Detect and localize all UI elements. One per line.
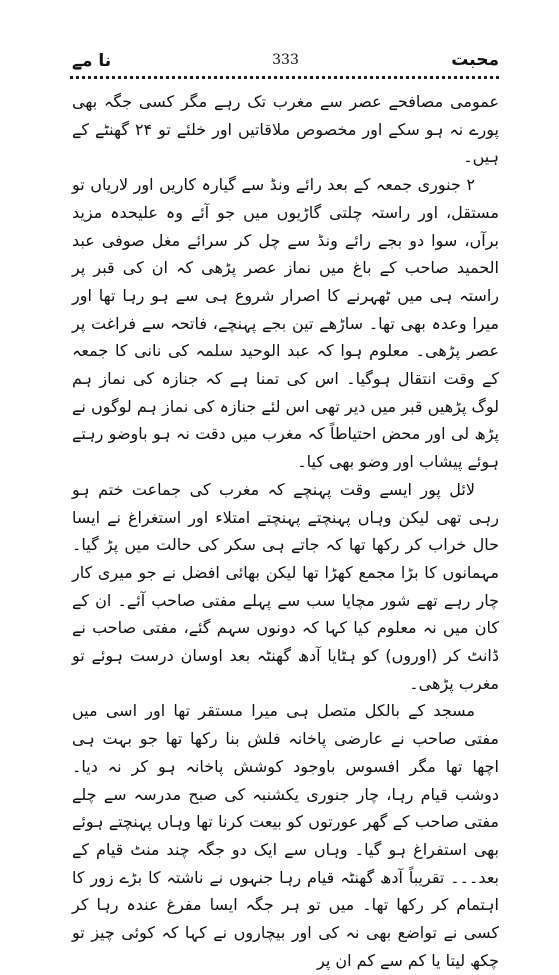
paragraph: ۲ جنوری جمعہ کے بعد رائے ونڈ سے گیارہ کاریں اور لاریاں تو مستقل، اور راستہ چلتی گاڑیوں میں جو آئے وہ علیحدہ مزید برآں، سوا دو بجے رائے ونڈ سے چل کر سرائے مغل صوفی عبد الحمید صاحب کے باغ میں نماز عصر پڑھی کہ ان کی قبر پر راستہ ہی میں ٹھہرنے کا اصرار شروع ہی سے ہو رہا تھا اور میرا وعدہ بھی تھا۔ ساڑھے تین بجے پہنچے، فاتحہ سے فراغت پر عصر پڑھی۔ معلوم ہوا کہ عبد الوحید سلمہ کی نانی کا جمعہ کے وقت انتقال ہوگیا۔ اس کی تمنا ہے کہ جنازہ کی نماز ہم لوگ پڑھیں قبر میں دیر تھی اس لئے جنازہ کی نماز ہم لوگوں نے پڑھ لی اور محض احتیاطاً کہ مغرب میں دقت نہ ہو باوضو رہتے ہوئے پیشاب اور وضو بھی کیا۔ — [72, 175, 499, 472]
page-header — [72, 50, 499, 74]
book-title: محبت — [451, 50, 499, 70]
header-divider — [70, 76, 499, 79]
section-title: نا مے — [72, 51, 112, 71]
body-text — [72, 88, 499, 975]
paragraph: عمومی مصافحے عصر سے مغرب تک رہے مگر کسی جگہ بھی پورے نہ ہو سکے اور مخصوص ملاقاتیں اور خلئے تو ۲۴ گھنٹے کے ہیں۔ — [72, 92, 500, 167]
paragraph: مسجد کے بالکل متصل ہی میرا مستقر تھا اور اسی میں مفتی صاحب نے عارضی پاخانہ فلش بنا رکھا تھا جو بہت ہی اچھا تھا مگر افسوس باوجود کوشش پاخانہ ہو کر نہ دیا۔ دوشب قیام رہا، چار جنوری یکشنبہ کی صبح مدرسہ سے چلے مفتی صاحب کے گھر عورتوں کو بیعت کرنا تھا وہاں پہنچتے ہوئے بھی استفراغ ہو گیا۔ وہاں سے ایک دو جگہ چند منٹ قیام کے بعد۔۔۔ تقریباً آدھ گھنٹہ قیام رہا جنہوں نے ناشتہ کا بڑے زور کا اہتمام کر رکھا تھا۔ میں تو ہر جگہ ایسا مفرغ عندہ رہا کر کسی نے تواضع بھی نہ کی اور بیچاروں نے کہا کہ کوئی چیز تو چکھ لیتا یا کم سے کم ان پر — [72, 701, 499, 970]
paragraph: لائل پور ایسے وقت پہنچے کہ مغرب کی جماعت ختم ہو رہی تھی لیکن وہاں پہنچتے پہنچتے امتلاء اور استغراغ نے ایسا حال خراب کر رکھا تھا کہ جاتے ہی سکر کی حالت میں پڑ گیا۔ مہمانوں کا بڑا مجمع کھڑا تھا لیکن بھائی افضل نے جو میری کار چار رہے تھے شور مچایا سب سے پہلے مفتی صاحب آئے۔ ان کے کان میں نہ معلوم کیا کہا کہ دونوں سہم گئے، مفتی صاحب نے ڈانٹ کر (اوروں) کو ہٹایا آدھ گھنٹہ بعد اوسان درست ہوئے تو مغرب پڑھی۔ — [72, 479, 499, 693]
page-number: 333 — [272, 52, 299, 68]
